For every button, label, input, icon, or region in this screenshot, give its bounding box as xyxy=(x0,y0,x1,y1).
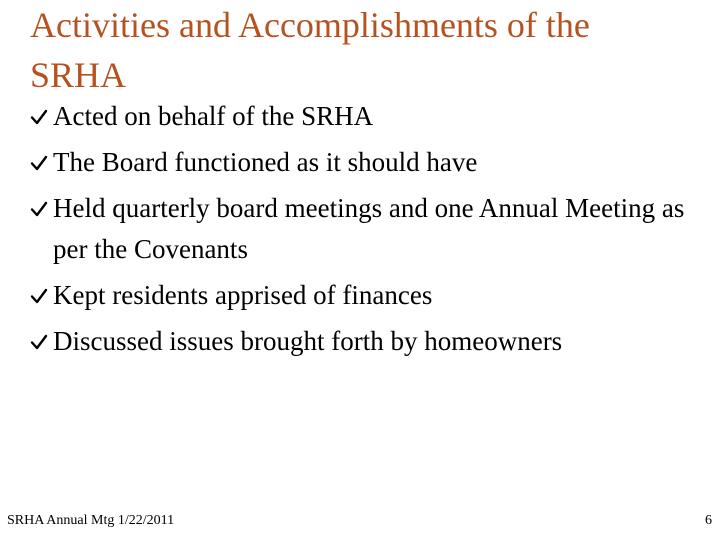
checkmark-icon xyxy=(30,321,52,362)
bullet-item xyxy=(30,96,690,137)
slide-title: Activities and Accomplishments of the SRHA xyxy=(30,5,590,95)
page-number: 6 xyxy=(705,513,712,528)
bullet-text: Kept residents apprised of finances xyxy=(53,280,433,310)
bullet-list xyxy=(30,96,690,367)
bullet-text: Acted on behalf of the SRHA xyxy=(53,101,374,131)
checkmark-icon xyxy=(30,275,52,316)
bullet-item xyxy=(30,142,690,183)
bullet-text: Held quarterly board meetings and one Annual Meeting as per the Covenants xyxy=(53,193,685,264)
bullet-item xyxy=(30,188,690,270)
bullet-item xyxy=(30,321,690,362)
checkmark-icon xyxy=(30,142,52,183)
footer-caption: SRHA Annual Mtg 1/22/2011 xyxy=(7,513,175,528)
checkmark-icon xyxy=(30,96,52,137)
bullet-text: The Board functioned as it should have xyxy=(53,147,478,177)
checkmark-icon xyxy=(30,188,52,229)
bullet-item xyxy=(30,275,690,316)
bullet-text: Discussed issues brought forth by homeowners xyxy=(53,326,563,356)
